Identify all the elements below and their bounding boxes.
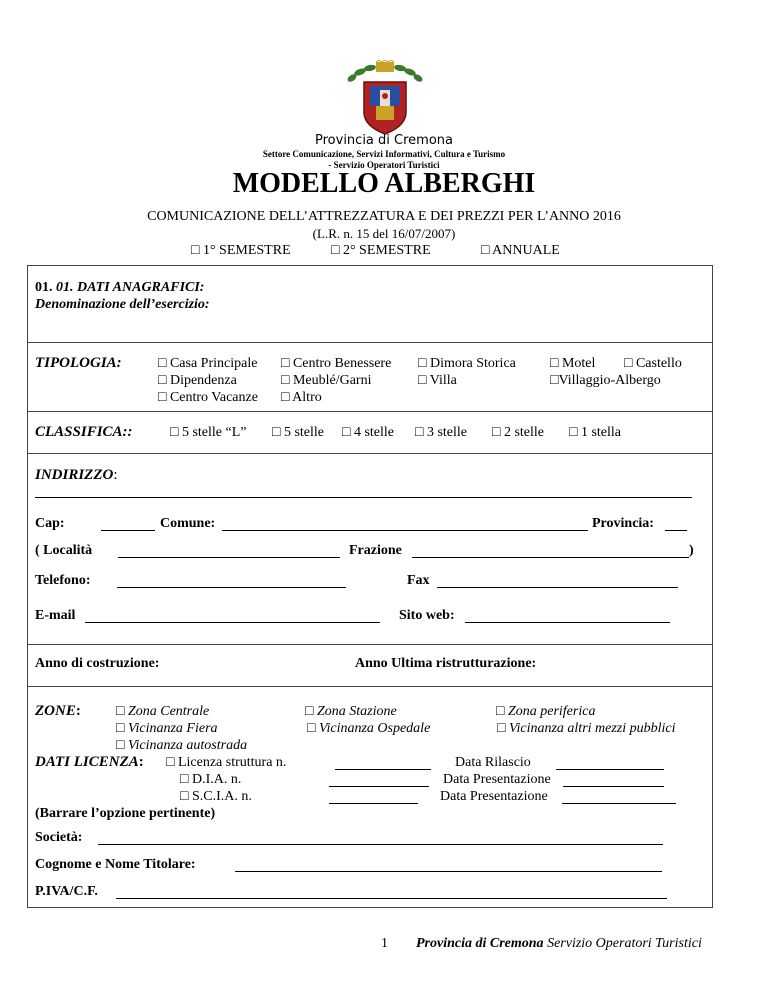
- section-title-text: 01. DATI ANAGRAFICI:: [56, 280, 205, 295]
- indirizzo-label: [35, 467, 118, 484]
- email-field[interactable]: [85, 622, 380, 623]
- frazione-field[interactable]: [412, 557, 689, 558]
- tipologia-villaggio-albergo-checkbox[interactable]: □Villaggio-Albergo: [550, 373, 661, 388]
- dia-checkbox[interactable]: □ D.I.A. n.: [180, 772, 242, 787]
- divider: [27, 342, 713, 343]
- dati-licenza-label: [35, 754, 144, 771]
- indirizzo-field[interactable]: [35, 497, 692, 498]
- vicinanza-fiera-checkbox[interactable]: □ Vicinanza Fiera: [116, 721, 218, 736]
- tipologia-castello-checkbox[interactable]: □ Castello: [624, 356, 682, 371]
- vicinanza-ospedale-checkbox[interactable]: □ Vicinanza Ospedale: [307, 721, 431, 736]
- classifica-5-stelle-checkbox[interactable]: □ 5 stelle: [272, 425, 325, 440]
- telefono-label: Telefono:: [35, 573, 91, 588]
- cap-label: Cap:: [35, 516, 65, 531]
- barrare-note: (Barrare l’opzione pertinente): [35, 806, 216, 821]
- classifica-2-stelle-checkbox[interactable]: □ 2 stelle: [492, 425, 545, 440]
- section-title: 01. 01. DATI ANAGRAFICI:: [35, 280, 205, 295]
- vicinanza-autostrada-checkbox[interactable]: □ Vicinanza autostrada: [116, 738, 248, 753]
- fax-label: Fax: [407, 573, 430, 588]
- zone-label: [35, 703, 81, 720]
- header-org: Provincia di Cremona: [315, 133, 453, 148]
- licenza-struttura-field[interactable]: [335, 769, 431, 770]
- zone-colon: :: [75, 703, 81, 719]
- period-annual-checkbox[interactable]: □ ANNUALE: [481, 243, 560, 258]
- tipologia-centro-benessere-checkbox[interactable]: □ Centro Benessere: [281, 356, 392, 371]
- sito-web-label: Sito web:: [399, 608, 455, 623]
- page-number: 1: [381, 936, 388, 951]
- frazione-label: Frazione: [349, 543, 402, 558]
- anno-costruzione-label: Anno di costruzione:: [35, 656, 160, 671]
- tipologia-meuble-garni-checkbox[interactable]: □ Meublé/Garni: [281, 373, 372, 388]
- tipologia-altro-checkbox[interactable]: □ Altro: [281, 390, 322, 405]
- data-presentazione-dia-label: Data Presentazione: [443, 772, 551, 787]
- law-reference: (L.R. n. 15 del 16/07/2007): [312, 226, 456, 241]
- licenza-struttura-checkbox[interactable]: □ Licenza struttura n.: [166, 755, 287, 770]
- tipologia-villa-checkbox[interactable]: □ Villa: [418, 373, 457, 388]
- divider: [27, 686, 713, 687]
- piva-field[interactable]: [116, 898, 667, 899]
- data-rilascio-field[interactable]: [556, 769, 664, 770]
- period-second-semester-checkbox[interactable]: □ 2° SEMESTRE: [331, 243, 431, 258]
- footer-service: Servizio Operatori Turistici: [547, 936, 702, 951]
- societa-label: Società:: [35, 830, 83, 845]
- localita-label: ( Località: [35, 543, 93, 558]
- provincia-label: Provincia:: [592, 516, 654, 531]
- document-subtitle: COMUNICAZIONE DELL’ATTREZZATURA E DEI PREZZI PER L’ANNO 2016: [147, 209, 621, 224]
- divider: [27, 411, 713, 412]
- dia-field[interactable]: [329, 786, 429, 787]
- telefono-field[interactable]: [117, 587, 346, 588]
- tipologia-centro-vacanze-checkbox[interactable]: □ Centro Vacanze: [158, 390, 258, 405]
- data-rilascio-label: Data Rilascio: [455, 755, 531, 770]
- dati-licenza-colon: :: [138, 754, 144, 770]
- tipologia-dimora-storica-checkbox[interactable]: □ Dimora Storica: [418, 356, 516, 371]
- data-presentazione-dia-field[interactable]: [563, 786, 664, 787]
- tipologia-dipendenza-checkbox[interactable]: □ Dipendenza: [158, 373, 237, 388]
- classifica-1-stella-checkbox[interactable]: □ 1 stella: [569, 425, 622, 440]
- coat-of-arms-logo: [340, 60, 430, 138]
- data-presentazione-scia-field[interactable]: [562, 803, 676, 804]
- classifica-5-stelle-l-checkbox[interactable]: □ 5 stelle “L”: [170, 425, 247, 440]
- titolare-field[interactable]: [235, 871, 662, 872]
- classifica-label: CLASSIFICA::: [35, 424, 133, 440]
- scia-checkbox[interactable]: □ S.C.I.A. n.: [180, 789, 252, 804]
- fax-field[interactable]: [437, 587, 678, 588]
- tipologia-casa-principale-checkbox[interactable]: □ Casa Principale: [158, 356, 258, 371]
- divider: [27, 644, 713, 645]
- cap-field[interactable]: [101, 530, 155, 531]
- indirizzo-label-text: INDIRIZZO: [35, 467, 114, 483]
- indirizzo-colon: :: [113, 467, 118, 483]
- classifica-4-stelle-checkbox[interactable]: □ 4 stelle: [342, 425, 395, 440]
- sito-web-field[interactable]: [465, 622, 670, 623]
- divider: [27, 453, 713, 454]
- header-service: - Servizio Operatori Turistici: [328, 160, 440, 170]
- zona-periferica-checkbox[interactable]: □ Zona periferica: [496, 704, 596, 719]
- anno-ristrutturazione-label: Anno Ultima ristrutturazione:: [355, 656, 537, 671]
- zona-centrale-checkbox[interactable]: □ Zona Centrale: [116, 704, 210, 719]
- zone-label-text: ZONE: [35, 703, 76, 719]
- period-first-semester-checkbox[interactable]: □ 1° SEMESTRE: [191, 243, 291, 258]
- classifica-3-stelle-checkbox[interactable]: □ 3 stelle: [415, 425, 468, 440]
- scia-field[interactable]: [329, 803, 418, 804]
- tipologia-motel-checkbox[interactable]: □ Motel: [550, 356, 596, 371]
- document-title: MODELLO ALBERGHI: [232, 168, 536, 199]
- zona-stazione-checkbox[interactable]: □ Zona Stazione: [305, 704, 397, 719]
- footer-text: [416, 936, 702, 952]
- data-presentazione-scia-label: Data Presentazione: [440, 789, 548, 804]
- societa-field[interactable]: [98, 844, 663, 845]
- dati-licenza-label-text: DATI LICENZA: [35, 754, 139, 770]
- footer-org: Provincia di Cremona: [416, 936, 544, 951]
- piva-label: P.IVA/C.F.: [35, 884, 98, 899]
- close-paren: ): [689, 543, 694, 558]
- provincia-field[interactable]: [665, 530, 687, 531]
- localita-field[interactable]: [118, 557, 340, 558]
- header-sector: Settore Comunicazione, Servizi Informativi, Cultura e Turismo: [262, 149, 506, 159]
- comune-field[interactable]: [222, 530, 588, 531]
- denominazione-field[interactable]: [225, 295, 695, 315]
- tipologia-label: TIPOLOGIA:: [35, 355, 122, 371]
- denominazione-label: Denominazione dell’esercizio:: [35, 297, 210, 312]
- vicinanza-mezzi-pubblici-checkbox[interactable]: □ Vicinanza altri mezzi pubblici: [497, 721, 676, 736]
- email-label: E-mail: [35, 608, 76, 623]
- comune-label: Comune:: [160, 516, 216, 531]
- titolare-label: Cognome e Nome Titolare:: [35, 857, 196, 872]
